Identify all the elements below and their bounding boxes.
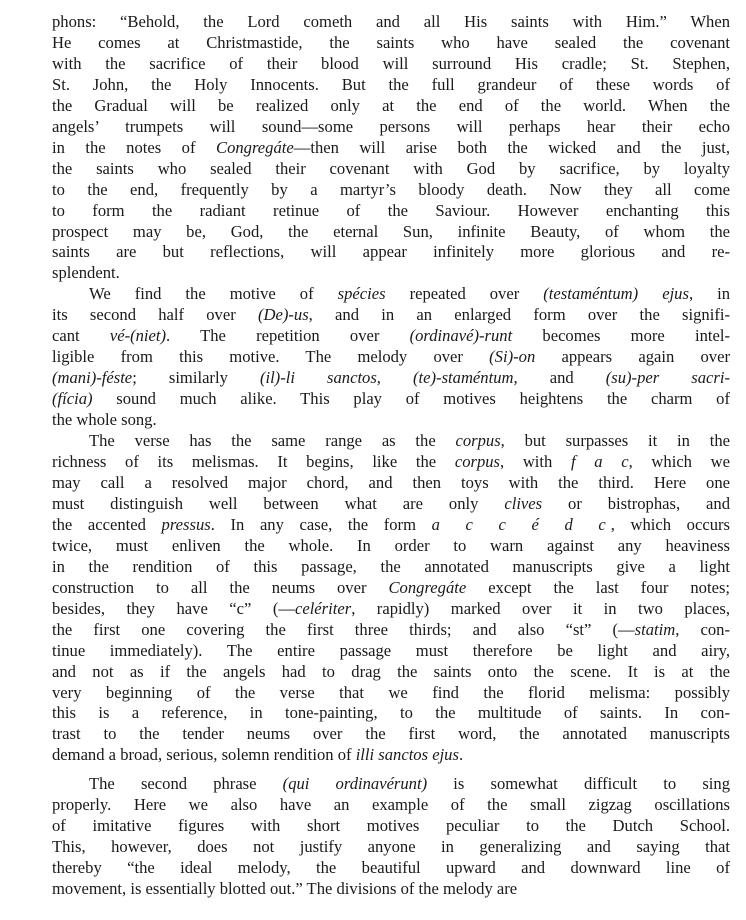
italic-text: (ordinavé)-runt xyxy=(409,326,513,346)
text-run: construction to all the neums over xyxy=(52,577,389,597)
text-line xyxy=(52,683,730,704)
italic-text: Congregáte xyxy=(216,137,294,157)
text-run: and xyxy=(517,368,606,388)
italic-text: (mani)-féste xyxy=(52,368,133,388)
text-line xyxy=(52,662,730,683)
text-run: ligible from this motive. The melody over xyxy=(52,347,490,367)
text-run: saints are but reflections, will appear infinitely more glorious and re- xyxy=(52,242,730,262)
text-run: in the notes of xyxy=(52,137,216,157)
text-run: may call a resolved major chord, and then toys with the third. Here one xyxy=(52,472,730,492)
text-line xyxy=(52,774,730,795)
text-line xyxy=(52,494,730,515)
text-line xyxy=(52,54,730,75)
text-run: with the sacrifice of their blood will surround His cradle; St. Stephen, xyxy=(52,53,730,73)
text-run: angels’ trumpets will sound—some persons will perhaps hear their echo xyxy=(52,116,730,136)
italic-text: a c c é d c xyxy=(431,514,611,534)
text-run: , but surpasses it in the xyxy=(500,431,730,451)
italic-text: spécies xyxy=(337,284,386,304)
text-line xyxy=(52,536,730,557)
text-line xyxy=(52,305,730,326)
text-run: ; similarly xyxy=(132,368,260,388)
text-run: repeated over xyxy=(385,284,544,304)
italic-text: illi sanctos ejus xyxy=(355,745,459,765)
text-run: We find the motive of xyxy=(89,284,338,304)
text-line xyxy=(52,389,730,410)
text-run: its second half over xyxy=(52,305,258,325)
text-run: the whole song. xyxy=(52,410,157,430)
italic-text: (il)-li sanctos, (te)-staméntum, xyxy=(259,368,518,388)
text-line xyxy=(52,837,730,858)
italic-text: statim xyxy=(634,619,676,639)
italic-text: celériter xyxy=(294,598,352,618)
text-run: to the end, frequently by a martyr’s bloody death. Now they all come xyxy=(52,179,730,199)
paragraph xyxy=(52,774,730,900)
text-line xyxy=(52,222,730,243)
text-line xyxy=(52,75,730,96)
text-run: to form the radiant retinue of the Saviour. However enchanting this xyxy=(52,200,730,220)
text-line xyxy=(52,578,730,599)
text-line xyxy=(52,326,730,347)
text-run: or bistrophas, and xyxy=(542,493,730,513)
italic-text: (qui ordinavérunt) xyxy=(282,774,428,794)
text-line xyxy=(52,745,730,766)
text-run: very beginning of the verse that we find the florid melisma: possibly xyxy=(52,682,730,702)
italic-text: vé-(niet) xyxy=(109,326,167,346)
text-line xyxy=(52,410,730,431)
text-line xyxy=(52,117,730,138)
text-run: , in xyxy=(688,284,730,304)
page-text xyxy=(52,12,730,900)
text-run: of imitative figures with short motives peculiar to the Dutch School. xyxy=(52,816,730,836)
italic-text: pressus xyxy=(161,514,211,534)
text-line xyxy=(52,368,730,389)
text-line xyxy=(52,879,730,900)
text-run: This, however, does not justify anyone in generalizing and saying that xyxy=(52,837,730,857)
text-line xyxy=(52,33,730,54)
text-line xyxy=(52,641,730,662)
text-line xyxy=(52,284,730,305)
text-run: The second phrase xyxy=(89,774,283,794)
text-line xyxy=(52,138,730,159)
text-run: splendent. xyxy=(52,263,120,283)
text-run: . In any case, the form xyxy=(210,514,432,534)
italic-text: (testaméntum) ejus xyxy=(543,284,689,304)
text-run: demand a broad, serious, solemn rendition of xyxy=(52,745,356,765)
text-run: becomes more intel- xyxy=(512,326,730,346)
text-line xyxy=(52,795,730,816)
text-run: the first one covering the first three thirds; and also “st” (— xyxy=(52,619,635,639)
text-line xyxy=(52,816,730,837)
text-line xyxy=(52,159,730,180)
text-run: —then will arise both the wicked and the just, xyxy=(293,137,730,157)
text-line xyxy=(52,557,730,578)
text-run: , which occurs xyxy=(610,514,730,534)
text-run: the Gradual will be realized only at the end of the world. When the xyxy=(52,95,730,115)
text-run: The verse has the same range as the xyxy=(89,431,456,451)
text-line xyxy=(52,515,730,536)
text-line xyxy=(52,242,730,263)
text-line xyxy=(52,347,730,368)
text-run: is somewhat difficult to sing xyxy=(427,774,730,794)
text-run: movement, is essentially blotted out.” The divisions of the melody are xyxy=(52,879,518,899)
text-line xyxy=(52,724,730,745)
text-run: the saints who sealed their covenant with God by sacrifice, by loyalty xyxy=(52,158,730,178)
text-run: this is a reference, in tone-painting, to the multitude of saints. In con- xyxy=(52,703,730,723)
text-run: St. John, the Holy Innocents. But the full grandeur of these words of xyxy=(52,74,730,94)
text-line xyxy=(52,620,730,641)
text-run: richness of its melismas. It begins, like the xyxy=(52,452,455,472)
text-line xyxy=(52,452,730,473)
text-run: and not as if the angels had to drag the saints onto the scene. It is at the xyxy=(52,661,730,681)
italic-text: corpus xyxy=(455,431,501,451)
text-run: , con- xyxy=(675,619,730,639)
italic-text: (su)-per sacri- xyxy=(605,368,730,388)
text-run: in the rendition of this passage, the annotated manuscripts give a light xyxy=(52,556,730,576)
paragraph xyxy=(52,12,730,284)
text-run: properly. Here we also have an example of the small zigzag oscillations xyxy=(52,795,730,815)
italic-text: (fícia) xyxy=(52,389,93,409)
text-run: twice, must enliven the whole. In order to warn against any heaviness xyxy=(52,535,730,555)
text-run: , which we xyxy=(628,452,730,472)
text-run: He comes at Christmastide, the saints who have sealed the covenant xyxy=(52,32,730,52)
text-run: prospect may be, God, the eternal Sun, infinite Beauty, of whom the xyxy=(52,221,730,241)
text-run: besides, they have “c” (— xyxy=(52,598,295,618)
text-line xyxy=(52,263,730,284)
text-run: . xyxy=(458,745,464,765)
text-run: trast to the tender neums over the first word, the annotated manuscripts xyxy=(52,724,730,744)
text-run: tinue immediately). The entire passage must therefore be light and airy, xyxy=(52,640,730,660)
italic-text: corpus xyxy=(454,452,500,472)
paragraph xyxy=(52,284,730,431)
text-run: cant xyxy=(52,326,110,346)
text-run: except the last four notes; xyxy=(466,577,731,597)
italic-text: (Si)-on xyxy=(489,347,536,367)
text-line xyxy=(52,599,730,620)
italic-text: clives xyxy=(504,493,543,513)
text-line xyxy=(52,473,730,494)
italic-text: (De)-us xyxy=(257,305,309,325)
text-run: thereby “the ideal melody, the beautiful upward and downward line of xyxy=(52,858,730,878)
paragraph xyxy=(52,431,730,766)
text-line xyxy=(52,180,730,201)
text-run: phons: “Behold, the Lord cometh and all His saints with Him.” When xyxy=(52,12,730,31)
text-line xyxy=(52,431,730,452)
text-run: must distinguish well between what are only xyxy=(52,493,505,513)
italic-text: f a c xyxy=(571,452,629,472)
text-run: . The repetition over xyxy=(166,326,410,346)
text-run: appears again over xyxy=(535,347,730,367)
text-run: , with xyxy=(500,452,571,472)
text-run: the accented xyxy=(52,514,162,534)
text-run: , rapidly) marked over it in two places, xyxy=(351,598,730,618)
italic-text: Congregáte xyxy=(388,577,467,597)
text-line xyxy=(52,12,730,33)
text-line xyxy=(52,201,730,222)
text-run: sound much alike. This play of motives heightens the charm of xyxy=(92,389,730,409)
text-run: , and in an enlarged form over the signifi- xyxy=(308,305,730,325)
text-line xyxy=(52,703,730,724)
text-line xyxy=(52,858,730,879)
text-line xyxy=(52,96,730,117)
